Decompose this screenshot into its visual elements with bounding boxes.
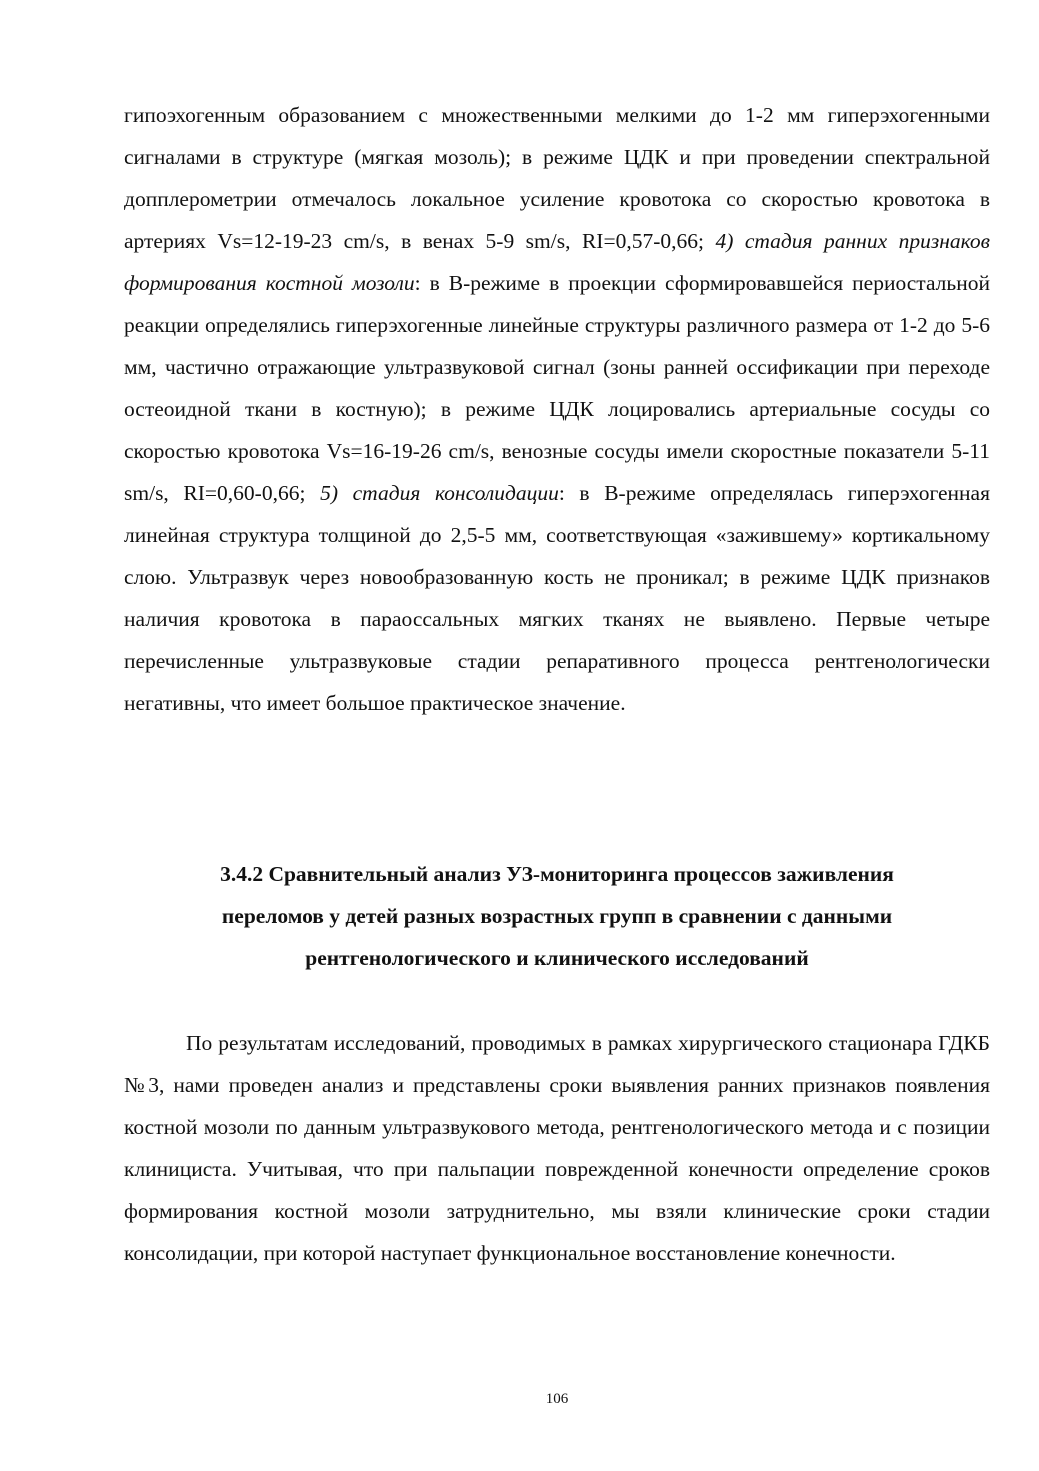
stage-4-title: 4) стадия ранних признаков формирования костной мозоли [124,229,990,295]
heading-line-3: рентгенологического и клинического исследований [305,946,809,970]
heading-line-1: 3.4.2 Сравнительный анализ УЗ-мониторинга процессов заживления [220,862,894,886]
paragraph-text-part1: гипоэхогенным образованием с множественными мелкими до 1-2 мм гиперэхогенными сигналами в структуре (мягкая мозоль); в режиме ЦДК и при проведении спектральной допплерометрии отмечалось локальное усиление кровотока со скоростью кровотока в артериях Vs=12-19-23 cm/s, в венах 5-9 sm/s, RI=0,57-0,66; [124,103,990,253]
section-heading [124,853,990,979]
stage-5-title: 5) стадия консолидации [320,481,559,505]
paragraph-text-part3: : в В-режиме определялась гиперэхогенная линейная структура толщиной до 2,5-5 мм, соответствующая «зажившему» кортикальному слою. Ультразвук через новообразованную кость не проникал; в режиме ЦДК признаков наличия кровотока в параоссальных мягких тканях не выявлено. Первые четыре перечисленные ультразвуковые стадии репаративного процесса рентгенологически негативны, что имеет большое практическое значение. [124,481,990,715]
body-paragraph-analysis: По результатам исследований, проводимых в рамках хирургического стационара ГДКБ №3, нами проведен анализ и представлены сроки выявления ранних признаков появления костной мозоли по данным ультразвукового метода, рентгенологического метода и с позиции клинициста. Учитывая, что при пальпации поврежденной конечности определение сроков формирования костной мозоли затруднительно, мы взяли клинические сроки стадии консолидации, при которой наступает функциональное восстановление конечности. [124,1031,990,1265]
body-paragraph-stages [124,94,990,724]
paragraph-text-part2: : в В-режиме в проекции сформировавшейся периостальной реакции определялись гиперэхогенные линейные структуры различного размера от 1-2 до 5-6 мм, частично отражающие ультразвуковой сигнал (зоны ранней оссификации при переходе остеоидной ткани в костную); в режиме ЦДК лоцировались артериальные сосуды со скоростью кровотока Vs=16-19-26 cm/s, венозные сосуды имели скоростные показатели 5-11 sm/s, RI=0,60-0,66; [124,271,990,505]
page-number: 106 [545,1391,569,1407]
heading-line-2: переломов у детей разных возрастных групп в сравнении с данными [221,904,893,928]
